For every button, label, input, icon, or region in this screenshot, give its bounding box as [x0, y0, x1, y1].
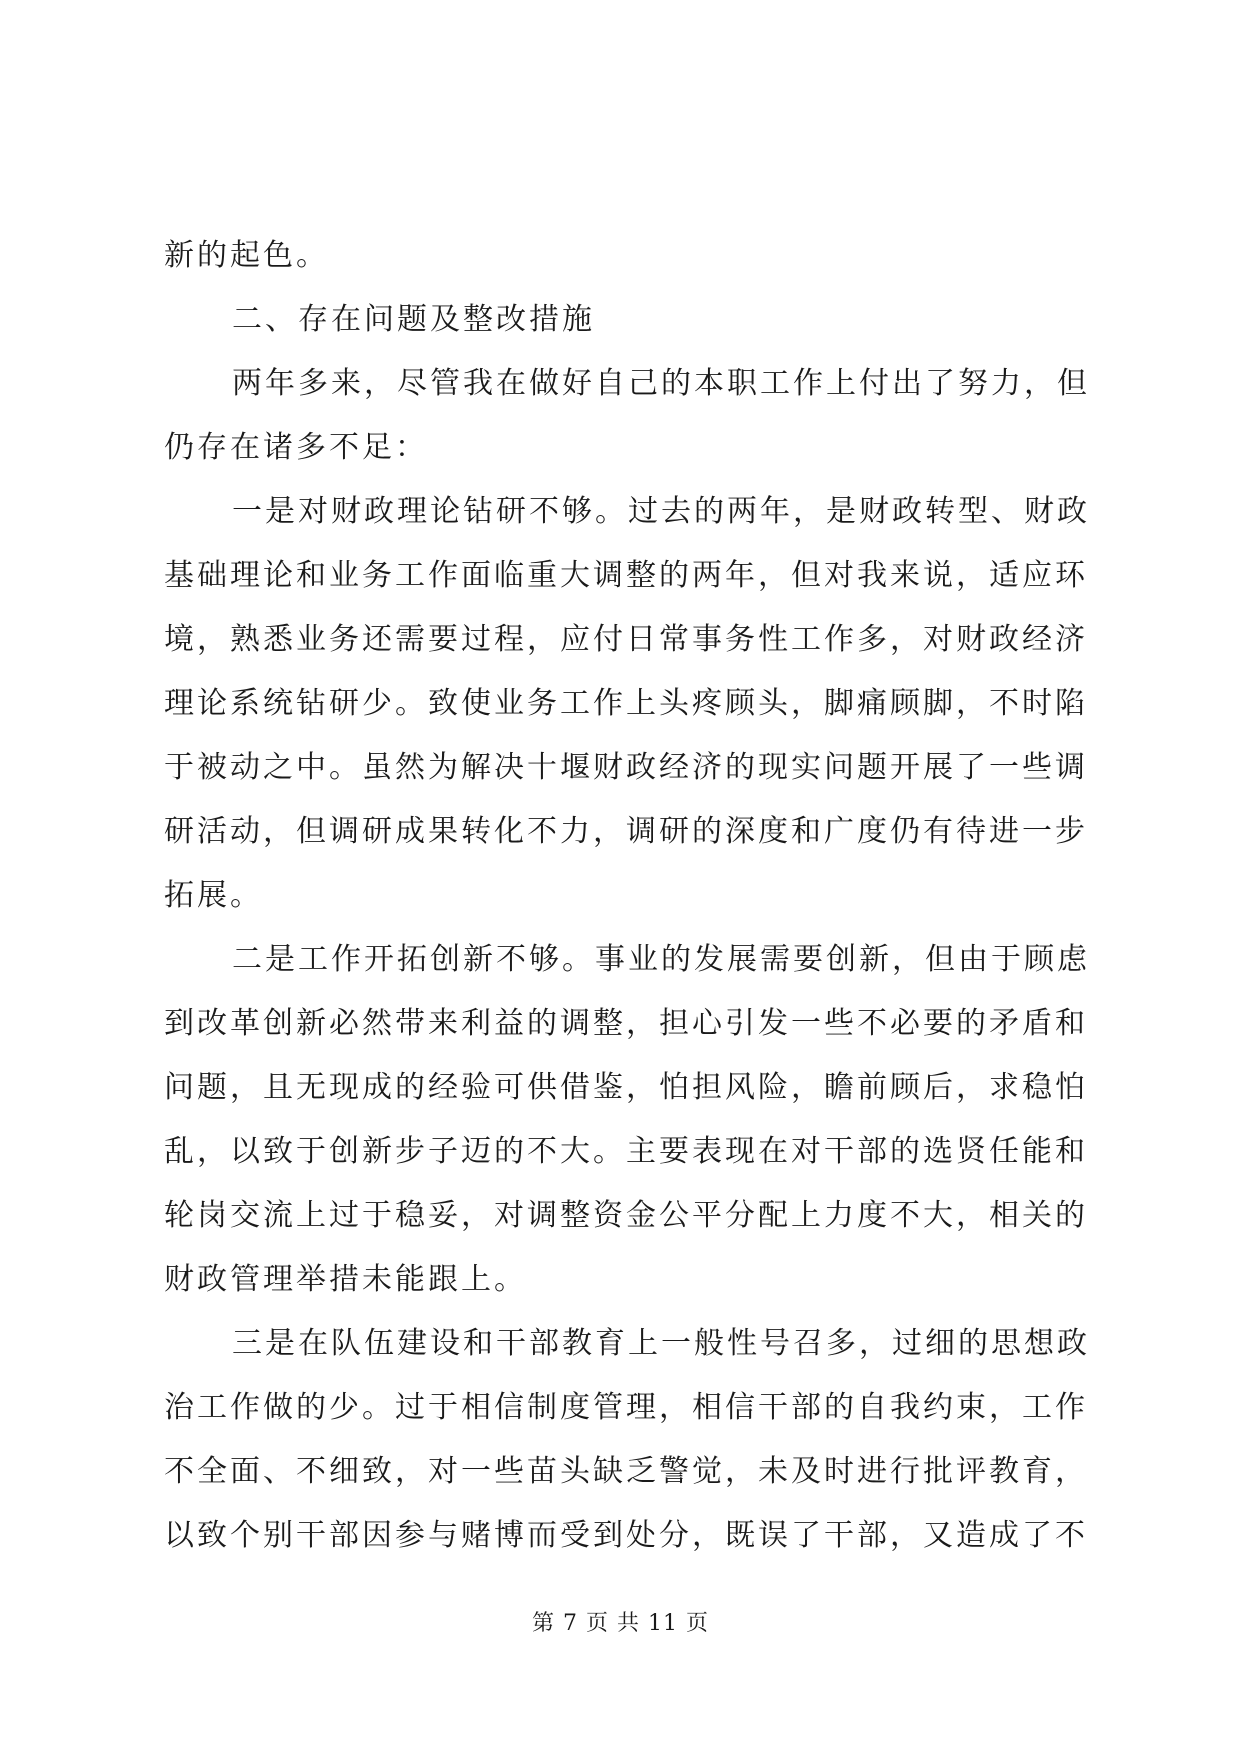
paragraph-line: 以致个别干部因参与赌博而受到处分，既误了干部，又造成了不: [164, 1518, 1088, 1553]
paragraph-line: 新的起色。: [164, 238, 329, 273]
paragraph-line: 财政管理举措未能跟上。: [164, 1262, 527, 1297]
paragraph-line: 境，熟悉业务还需要过程，应付日常事务性工作多，对财政经济: [164, 622, 1088, 657]
paragraph-line: 研活动，但调研成果转化不力，调研的深度和广度仍有待进一步: [164, 814, 1088, 849]
paragraph-line: 乱，以致于创新步子迈的不大。主要表现在对干部的选贤任能和: [164, 1134, 1088, 1169]
document-body: [164, 224, 1090, 1568]
paragraph-line: 三是在队伍建设和干部教育上一般性号召多，过细的思想政: [232, 1326, 1090, 1361]
paragraph-line: 不全面、不细致，对一些苗头缺乏警觉，未及时进行批评教育，: [164, 1454, 1088, 1489]
paragraph-line: 治工作做的少。过于相信制度管理，相信干部的自我约束，工作: [164, 1390, 1088, 1425]
paragraph-line: 拓展。: [164, 878, 263, 913]
paragraph-line: 于被动之中。虽然为解决十堰财政经济的现实问题开展了一些调: [164, 750, 1088, 785]
section-heading: 二、存在问题及整改措施: [232, 302, 595, 337]
paragraph-line: 到改革创新必然带来利益的调整，担心引发一些不必要的矛盾和: [164, 1006, 1088, 1041]
paragraph-line: 问题，且无现成的经验可供借鉴，怕担风险，瞻前顾后，求稳怕: [164, 1070, 1088, 1105]
paragraph-line: 轮岗交流上过于稳妥，对调整资金公平分配上力度不大，相关的: [164, 1198, 1088, 1233]
paragraph-line: 仍存在诸多不足：: [164, 430, 428, 465]
paragraph-line: 基础理论和业务工作面临重大调整的两年，但对我来说，适应环: [164, 558, 1088, 593]
paragraph-line: 两年多来，尽管我在做好自己的本职工作上付出了努力，但: [232, 366, 1090, 401]
paragraph-line: 二是工作开拓创新不够。事业的发展需要创新，但由于顾虑: [232, 942, 1090, 977]
paragraph-line: 一是对财政理论钻研不够。过去的两年，是财政转型、财政: [232, 494, 1090, 529]
page-number-footer: 第 7 页 共 11 页: [532, 1611, 709, 1636]
paragraph-line: 理论系统钻研少。致使业务工作上头疼顾头，脚痛顾脚，不时陷: [164, 686, 1088, 721]
